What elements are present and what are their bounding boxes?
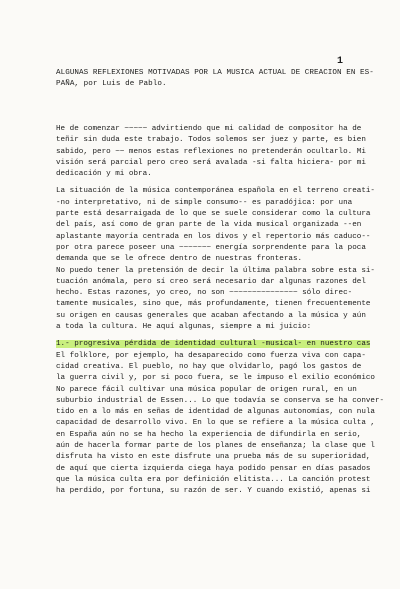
paragraph — [56, 186, 398, 265]
text-line: capacidad de desarrollo vivo. En lo que se refiere a la música culta , — [56, 419, 375, 428]
text-line: demanda que se le ofrece dentro de nuestras fronteras. — [56, 255, 303, 264]
text-line: -no interpretativo, ni de simple consumo-- es paradójica: por una — [56, 198, 353, 207]
text-line: ha perdido, por fortuna, su razón de ser. Y cuando existió, apenas si — [56, 487, 371, 496]
text-line: No parece fácil cultivar una música popular de origen rural, en un — [56, 385, 357, 394]
text-line: disfruta ha visto en este disfrute una prueba más de su superioridad, — [56, 453, 371, 462]
paragraph — [56, 124, 398, 180]
text-line: aún de hacerla formar parte de los planes de enseñanza; la clase que l — [56, 442, 375, 451]
text-line: visión será parcial pero creo será avalada -si falta hiciera- por mi — [56, 158, 366, 167]
title-line: PAÑA, por Luis de Pablo. — [56, 80, 167, 89]
text-line: tamente musicales, sino que, más profundamente, tienen frecuentemente — [56, 300, 371, 309]
highlight-marker: 1.- progresiva pérdida de identidad cultural -musical- en nuestro cas — [56, 340, 371, 349]
text-line: parte está desarraigada de lo que se suele considerar como la cultura — [56, 210, 371, 219]
text-line: aplastante mayoría centrada en los divos y el repertorio más caduco-- — [56, 232, 371, 241]
text-line: la guerra civil y, por si poco fuera, se le impuso el exilio económico — [56, 374, 375, 383]
text-line: He de comenzar ~~~~~ advirtiendo que mi calidad de compositor ha de — [56, 125, 362, 133]
text-line: hecho. Estas razones, yo creo, no son ~~~~~~~~~~~~~~~ sólo direc- — [56, 289, 353, 298]
text-line: suburbio industrial de Essen... Lo que todavía se conserva se ha conver- — [56, 396, 385, 405]
document-title — [56, 66, 396, 89]
text-line: en España aún no se ha hecho la experiencia de difundirla en serio, — [56, 430, 362, 439]
text-line: cidad creativa. El pueblo, no hay que olvidarlo, pagó los gastos de — [56, 362, 362, 371]
text-line: su origen en causas generales que acaban afectando a la música y aún — [56, 311, 366, 320]
text-line: teñir sin duda este trabajo. Todos solemos ser juez y parte, es bien — [56, 136, 366, 145]
text-line: que la música culta era por definición elitista... La canción protest — [56, 475, 371, 484]
title-line: ALGUNAS REFLEXIONES MOTIVADAS POR LA MUSICA ACTUAL DE CREACION EN ES- — [56, 69, 374, 77]
text-line: del país, así como de gran parte de la vida musical organizada --en — [56, 221, 362, 230]
text-line: No puedo tener la pretensión de decir la última palabra sobre esta si- — [56, 266, 375, 275]
text-line: tuación anómala, pero sí creo será necesario dar algunas razones del — [56, 277, 366, 286]
text-line: tido en a lo más en señas de identidad de algunas autonomías, con nula — [56, 408, 375, 417]
text-line: de aquí que cierta izquierda ciega haya podido pensar en días pasados — [56, 464, 371, 473]
text-line: El folklore, por ejemplo, ha desaparecido como fuerza viva con capa- — [56, 351, 366, 360]
text-line: dedicación y mi obra. — [56, 170, 152, 179]
text-line: a toda la cultura. He aquí algunas, siempre a mi juicio: — [56, 323, 312, 332]
document-body — [56, 124, 398, 498]
paragraph — [56, 266, 398, 334]
highlighted-line — [56, 339, 398, 350]
text-line: sabido, pero ~~ menos estas reflexiones no pretenderán ocultarlo. Mi — [56, 147, 366, 156]
text-line: La situación de la música contemporánea española en el terreno creati- — [56, 187, 375, 196]
paragraph — [56, 339, 398, 497]
text-line: por otra parece poseer una ~~~~~~~ energía sorprendente para la poca — [56, 243, 366, 252]
page-number: 1 — [337, 56, 344, 67]
